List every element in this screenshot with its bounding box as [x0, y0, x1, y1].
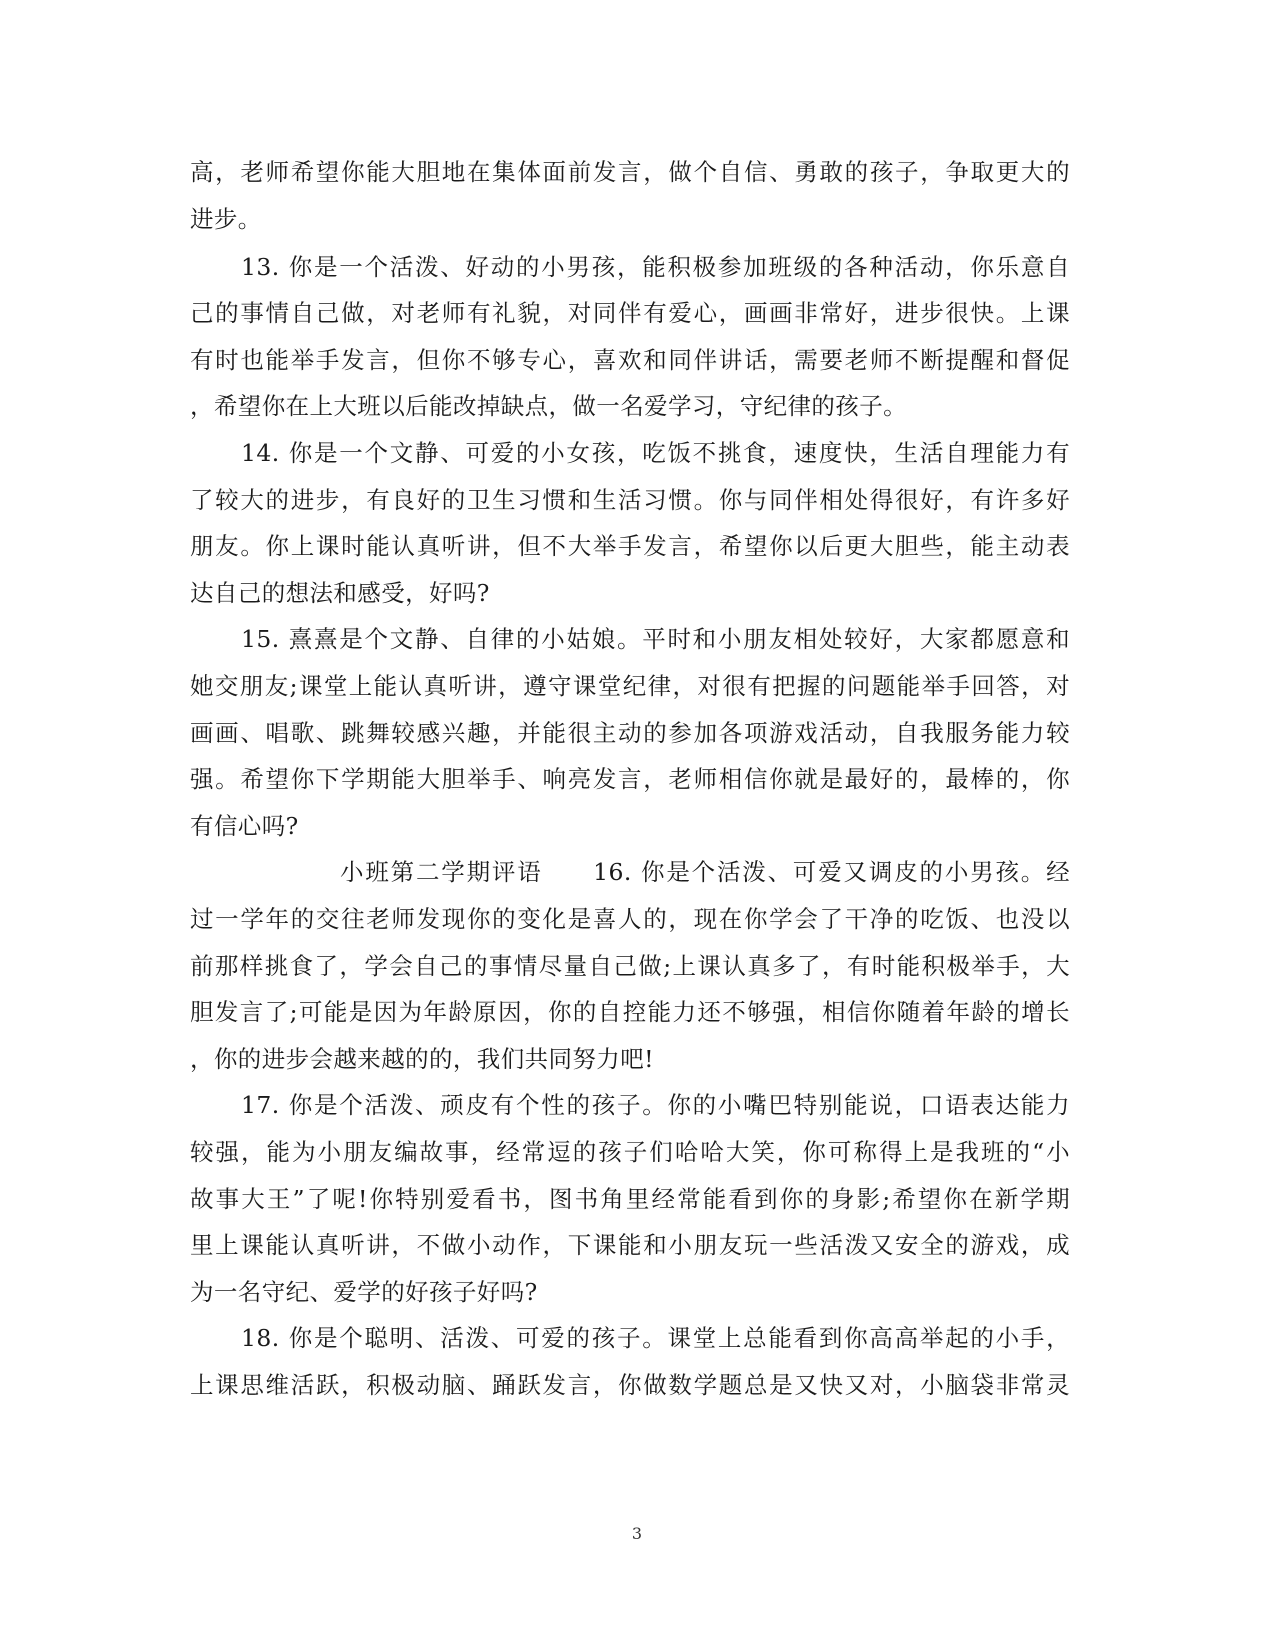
section-heading-line: 小班第二学期评语 16. 你是个活泼、可爱又调皮的小男孩。经: [340, 858, 1070, 886]
text-line: 己的事情自己做，对老师有礼貌，对同伴有爱心，画画非常好，进步很快。上课: [190, 299, 1070, 327]
text-line: 画画、唱歌、跳舞较感兴趣，并能很主动的参加各项游戏活动，自我服务能力较: [190, 719, 1070, 747]
text-line: 高，老师希望你能大胆地在集体面前发言，做个自信、勇敢的孩子，争取更大的: [190, 158, 1070, 186]
text-line: ，你的进步会越来越的的，我们共同努力吧!: [190, 1045, 654, 1073]
paragraph-13-start: 13. 你是一个活泼、好动的小男孩，能积极参加班级的各种活动，你乐意自: [241, 253, 1070, 281]
text-line: 胆发言了;可能是因为年龄原因，你的自控能力还不够强，相信你随着年龄的增长: [190, 998, 1070, 1026]
paragraph-14-start: 14. 你是一个文静、可爱的小女孩，吃饭不挑食，速度快，生活自理能力有: [241, 439, 1070, 467]
paragraph-15-start: 15. 熹熹是个文静、自律的小姑娘。平时和小朋友相处较好，大家都愿意和: [241, 625, 1070, 653]
paragraph-18-start: 18. 你是个聪明、活泼、可爱的孩子。课堂上总能看到你高高举起的小手，: [241, 1324, 1070, 1352]
text-line: 她交朋友;课堂上能认真听讲，遵守课堂纪律，对很有把握的问题能举手回答，对: [190, 672, 1070, 700]
text-line: 过一学年的交往老师发现你的变化是喜人的，现在你学会了干净的吃饭、也没以: [190, 905, 1070, 933]
text-line: 强。希望你下学期能大胆举手、响亮发言，老师相信你就是最好的，最棒的，你: [190, 765, 1070, 793]
text-line: 达自己的想法和感受，好吗?: [190, 579, 490, 607]
text-line: 为一名守纪、爱学的好孩子好吗?: [190, 1278, 538, 1306]
text-line: 了较大的进步，有良好的卫生习惯和生活习惯。你与同伴相处得很好，有许多好: [190, 486, 1070, 514]
text-line: 有时也能举手发言，但你不够专心，喜欢和同伴讲话，需要老师不断提醒和督促: [190, 346, 1070, 374]
paragraph-17-start: 17. 你是个活泼、顽皮有个性的孩子。你的小嘴巴特别能说，口语表达能力: [241, 1091, 1070, 1119]
text-line: 进步。: [190, 205, 262, 233]
text-line: 朋友。你上课时能认真听讲，但不大举手发言，希望你以后更大胆些，能主动表: [190, 532, 1070, 560]
text-line: 故事大王”了呢!你特别爱看书，图书角里经常能看到你的身影;希望你在新学期: [190, 1185, 1070, 1213]
text-line: 前那样挑食了，学会自己的事情尽量自己做;上课认真多了，有时能积极举手，大: [190, 952, 1070, 980]
page-number: 3: [631, 1524, 643, 1543]
text-line: 有信心吗?: [190, 812, 299, 840]
text-line: 上课思维活跃，积极动脑、踊跃发言，你做数学题总是又快又对，小脑袋非常灵: [190, 1371, 1070, 1399]
text-line: ，希望你在上大班以后能改掉缺点，做一名爱学习，守纪律的孩子。: [190, 392, 907, 420]
text-line: 较强，能为小朋友编故事，经常逗的孩子们哈哈大笑，你可称得上是我班的“小: [190, 1138, 1070, 1166]
text-line: 里上课能认真听讲，不做小动作，下课能和小朋友玩一些活泼又安全的游戏，成: [190, 1231, 1070, 1259]
